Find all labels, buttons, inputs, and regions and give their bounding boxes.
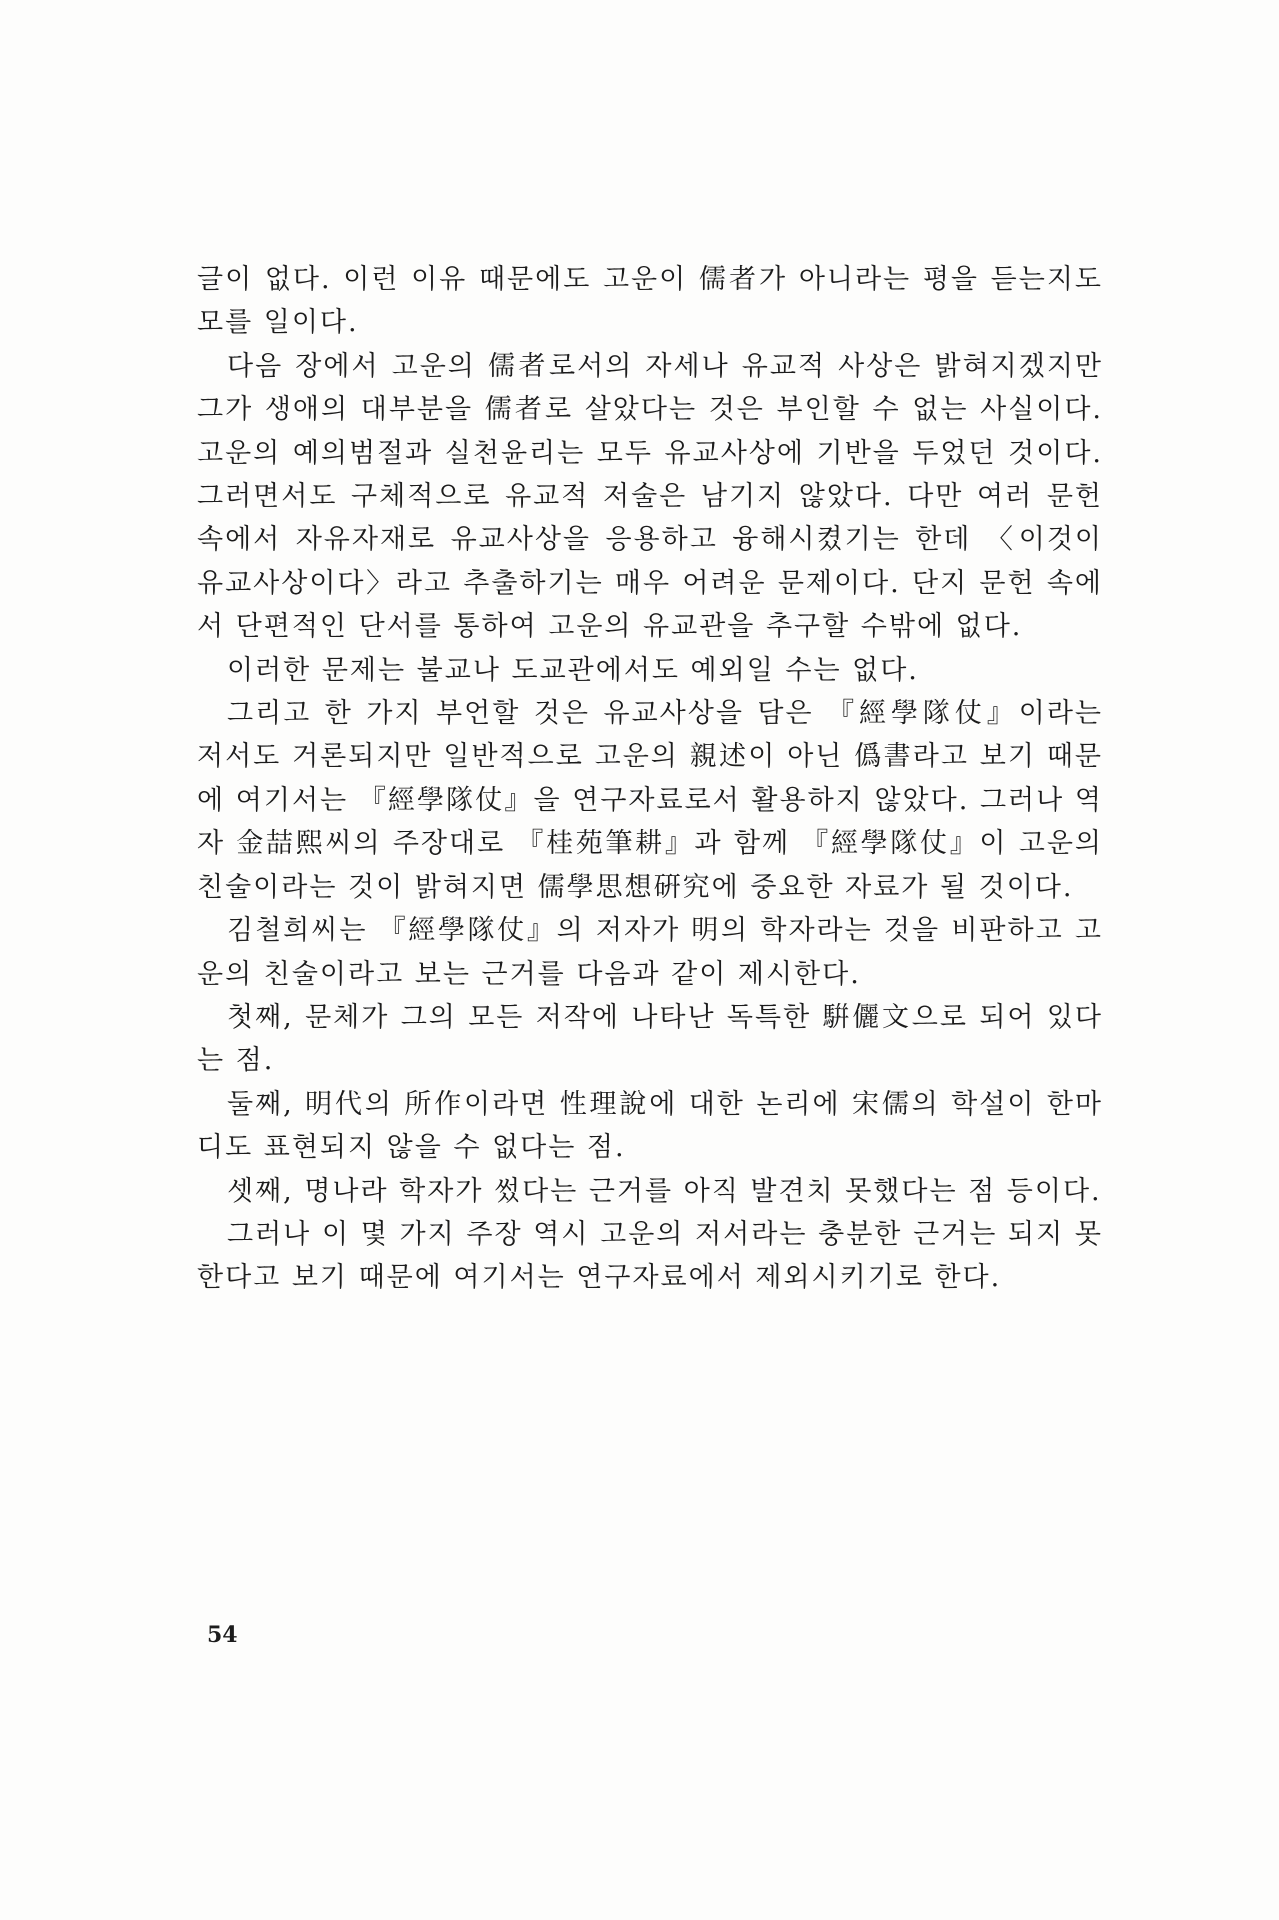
body-text [197, 258, 1103, 1300]
paragraph: 첫째, 문체가 그의 모든 저작에 나타난 독특한 騈儷文으로 되어 있다는 점. [197, 1001, 1103, 1077]
paragraph: 이러한 문제는 불교나 도교관에서도 예외일 수는 없다. [227, 654, 919, 686]
paragraph: 그러나 이 몇 가지 주장 역시 고운의 저서라는 충분한 근거는 되지 못한다고 보기 때문에 여기서는 연구자료에서 제외시키기로 한다. [197, 1218, 1103, 1294]
paragraph: 김철희씨는 『經學隊仗』의 저자가 明의 학자라는 것을 비판하고 고운의 친술이라고 보는 근거를 다음과 같이 제시한다. [197, 915, 1103, 990]
paragraph: 그리고 한 가지 부언할 것은 유교사상을 담은 『經學隊仗』이라는 저서도 거론되지만 일반적으로 고운의 親述이 아닌 僞書라고 보기 때문에 여기서는 『經學隊仗』을 연구자료로서 활용하지 않았다. 그러나 역자 金喆熙씨의 주장대로 『桂苑筆耕』과 함께 『經學隊仗』이 고운의 친술이라는 것이 밝혀지면 儒學思想硏究에 중요한 자료가 될 것이다. [197, 698, 1103, 903]
paragraph: 둘째, 明代의 所作이라면 性理說에 대한 논리에 宋儒의 학설이 한마디도 표현되지 않을 수 없다는 점. [197, 1088, 1103, 1164]
paragraph-continued: 글이 없다. 이런 이유 때문에도 고운이 儒者가 아니라는 평을 듣는지도 모를 일이다. [197, 264, 1103, 339]
page-number: 54 [207, 1622, 238, 1648]
paragraph: 셋째, 명나라 학자가 썼다는 근거를 아직 발견치 못했다는 점 등이다. [227, 1175, 1102, 1207]
paragraph: 다음 장에서 고운의 儒者로서의 자세나 유교적 사상은 밝혀지겠지만 그가 생애의 대부분을 儒者로 살았다는 것은 부인할 수 없는 사실이다. 고운의 예의범절과 실천윤리는 모두 유교사상에 기반을 두었던 것이다. 그러면서도 구체적으로 유교적 저술은 남기지 않았다. 다만 여러 문헌 속에서 자유자재로 유교사상을 응용하고 융해시켰기는 한데 〈이것이 유교사상이다〉라고 추출하기는 매우 어려운 문제이다. 단지 문헌 속에서 단편적인 단서를 통하여 고운의 유교관을 추구할 수밖에 없다. [197, 350, 1103, 643]
